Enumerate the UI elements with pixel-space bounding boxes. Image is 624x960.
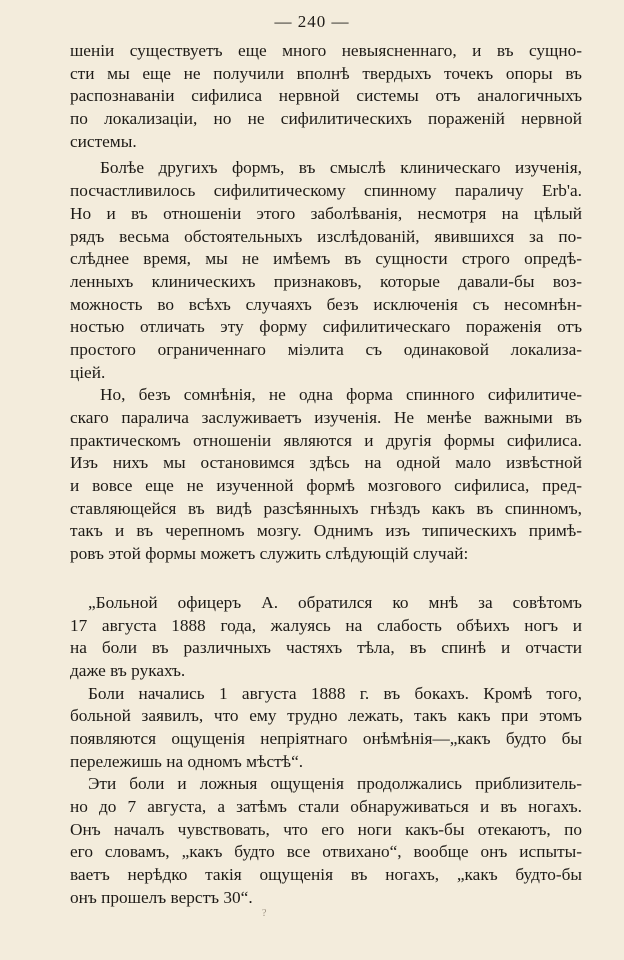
text-line: ровъ этой формы можетъ служить слѣдующій случай:: [70, 544, 469, 564]
text-line: ностью отличать эту форму сифилитическаго пораженія отъ: [70, 317, 582, 337]
text-line: рядъ весьма обстоятельныхъ изслѣдованій, явившихся за по-: [70, 226, 582, 246]
text-line: шеніи существуетъ еще много невыясненнаго, и въ сущно-: [70, 41, 582, 60]
text-line: „Больной офицеръ А. обратился ко мнѣ за совѣтомъ: [88, 592, 582, 612]
text-line: ленныхъ клиническихъ признаковъ, которые давали-бы воз-: [70, 271, 582, 291]
text-line: простого ограниченнаго міэлита съ одинаковой локализа-: [70, 339, 582, 359]
text-line: но до 7 августа, а затѣмъ стали обнаруживаться и въ ногахъ.: [70, 797, 582, 816]
text-line: онъ прошелъ верстъ 30“.: [70, 887, 253, 907]
text-line: Эти боли и ложныя ощущенія продолжались приблизитель-: [88, 774, 582, 794]
text-line: сти мы еще не получили вполнѣ твердыхъ точекъ опоры въ: [70, 63, 582, 83]
page-text: [70, 40, 582, 909]
text-line: можность во всѣхъ случаяхъ безъ исключенія съ несомнѣн-: [70, 294, 582, 314]
text-line: ваетъ нерѣдко такія ощущенія въ ногахъ, „какъ будто-бы: [70, 865, 582, 885]
text-line: по локализаціи, но не сифилитическихъ пораженій нервной: [70, 109, 582, 129]
text-line: Боли начались 1 августа 1888 г. въ бокахъ. Кромѣ того,: [88, 683, 582, 703]
paragraph: [70, 157, 582, 384]
stray-mark: ?: [262, 908, 267, 919]
text-line: Но, безъ сомнѣнія, не одна форма спинного сифилитиче-: [100, 385, 582, 405]
text-line: посчастливилось сифилитическому спинному параличу Erb'а.: [70, 181, 582, 201]
paragraph: [70, 40, 582, 153]
text-line: ставляющейся въ видѣ разсѣянныхъ гнѣздъ какъ въ спинномъ,: [70, 498, 582, 518]
text-line: практическомъ отношеніи являются и другія формы сифилиса.: [70, 430, 582, 450]
text-line: Болѣе другихъ формъ, въ смыслѣ клиническаго изученія,: [100, 158, 582, 178]
text-line: его словамъ, „какъ будто все отвихано“, вообще онъ испыты-: [70, 842, 582, 862]
page-number: — 240 —: [274, 12, 350, 31]
text-line: и вовсе еще не изученной формѣ мозгового сифилиса, пред-: [70, 476, 582, 496]
text-line: слѣднее время, мы не имѣемъ въ сущности строго опредѣ-: [70, 249, 582, 269]
quote-paragraph: [70, 683, 582, 774]
quote-paragraph: [70, 592, 582, 683]
text-line: Изъ нихъ мы остановимся здѣсь на одной мало извѣстной: [70, 453, 582, 473]
quote-paragraph: [70, 773, 582, 909]
text-line: появляются ощущенія непріятнаго онѣмѣнія—„какъ будто бы: [70, 728, 582, 748]
text-line: больной заявилъ, что ему трудно лежать, такъ какъ при этомъ: [70, 706, 582, 726]
text-line: Онъ началъ чувствовать, что его ноги какъ-бы отекаютъ, по: [70, 819, 582, 839]
text-line: 17 августа 1888 года, жалуясь на слабость обѣихъ ногъ и: [70, 615, 582, 635]
text-line: скаго паралича заслуживаетъ изученія. Не менѣе важными въ: [70, 408, 582, 427]
text-line: даже въ рукахъ.: [70, 660, 186, 680]
text-line: системы.: [70, 131, 137, 151]
text-line: ціей.: [70, 362, 106, 382]
text-line: перележишь на одномъ мѣстѣ“.: [70, 751, 304, 771]
text-line: на боли въ различныхъ частяхъ тѣла, въ спинѣ и отчасти: [70, 638, 582, 658]
text-line: такъ и въ черепномъ мозгу. Однимъ изъ типическихъ примѣ-: [70, 521, 582, 541]
paragraph: [70, 384, 582, 566]
text-line: Но и въ отношеніи этого заболѣванія, несмотря на цѣлый: [70, 203, 582, 223]
text-line: распознаваніи сифилиса нервной системы отъ аналогичныхъ: [70, 86, 582, 106]
